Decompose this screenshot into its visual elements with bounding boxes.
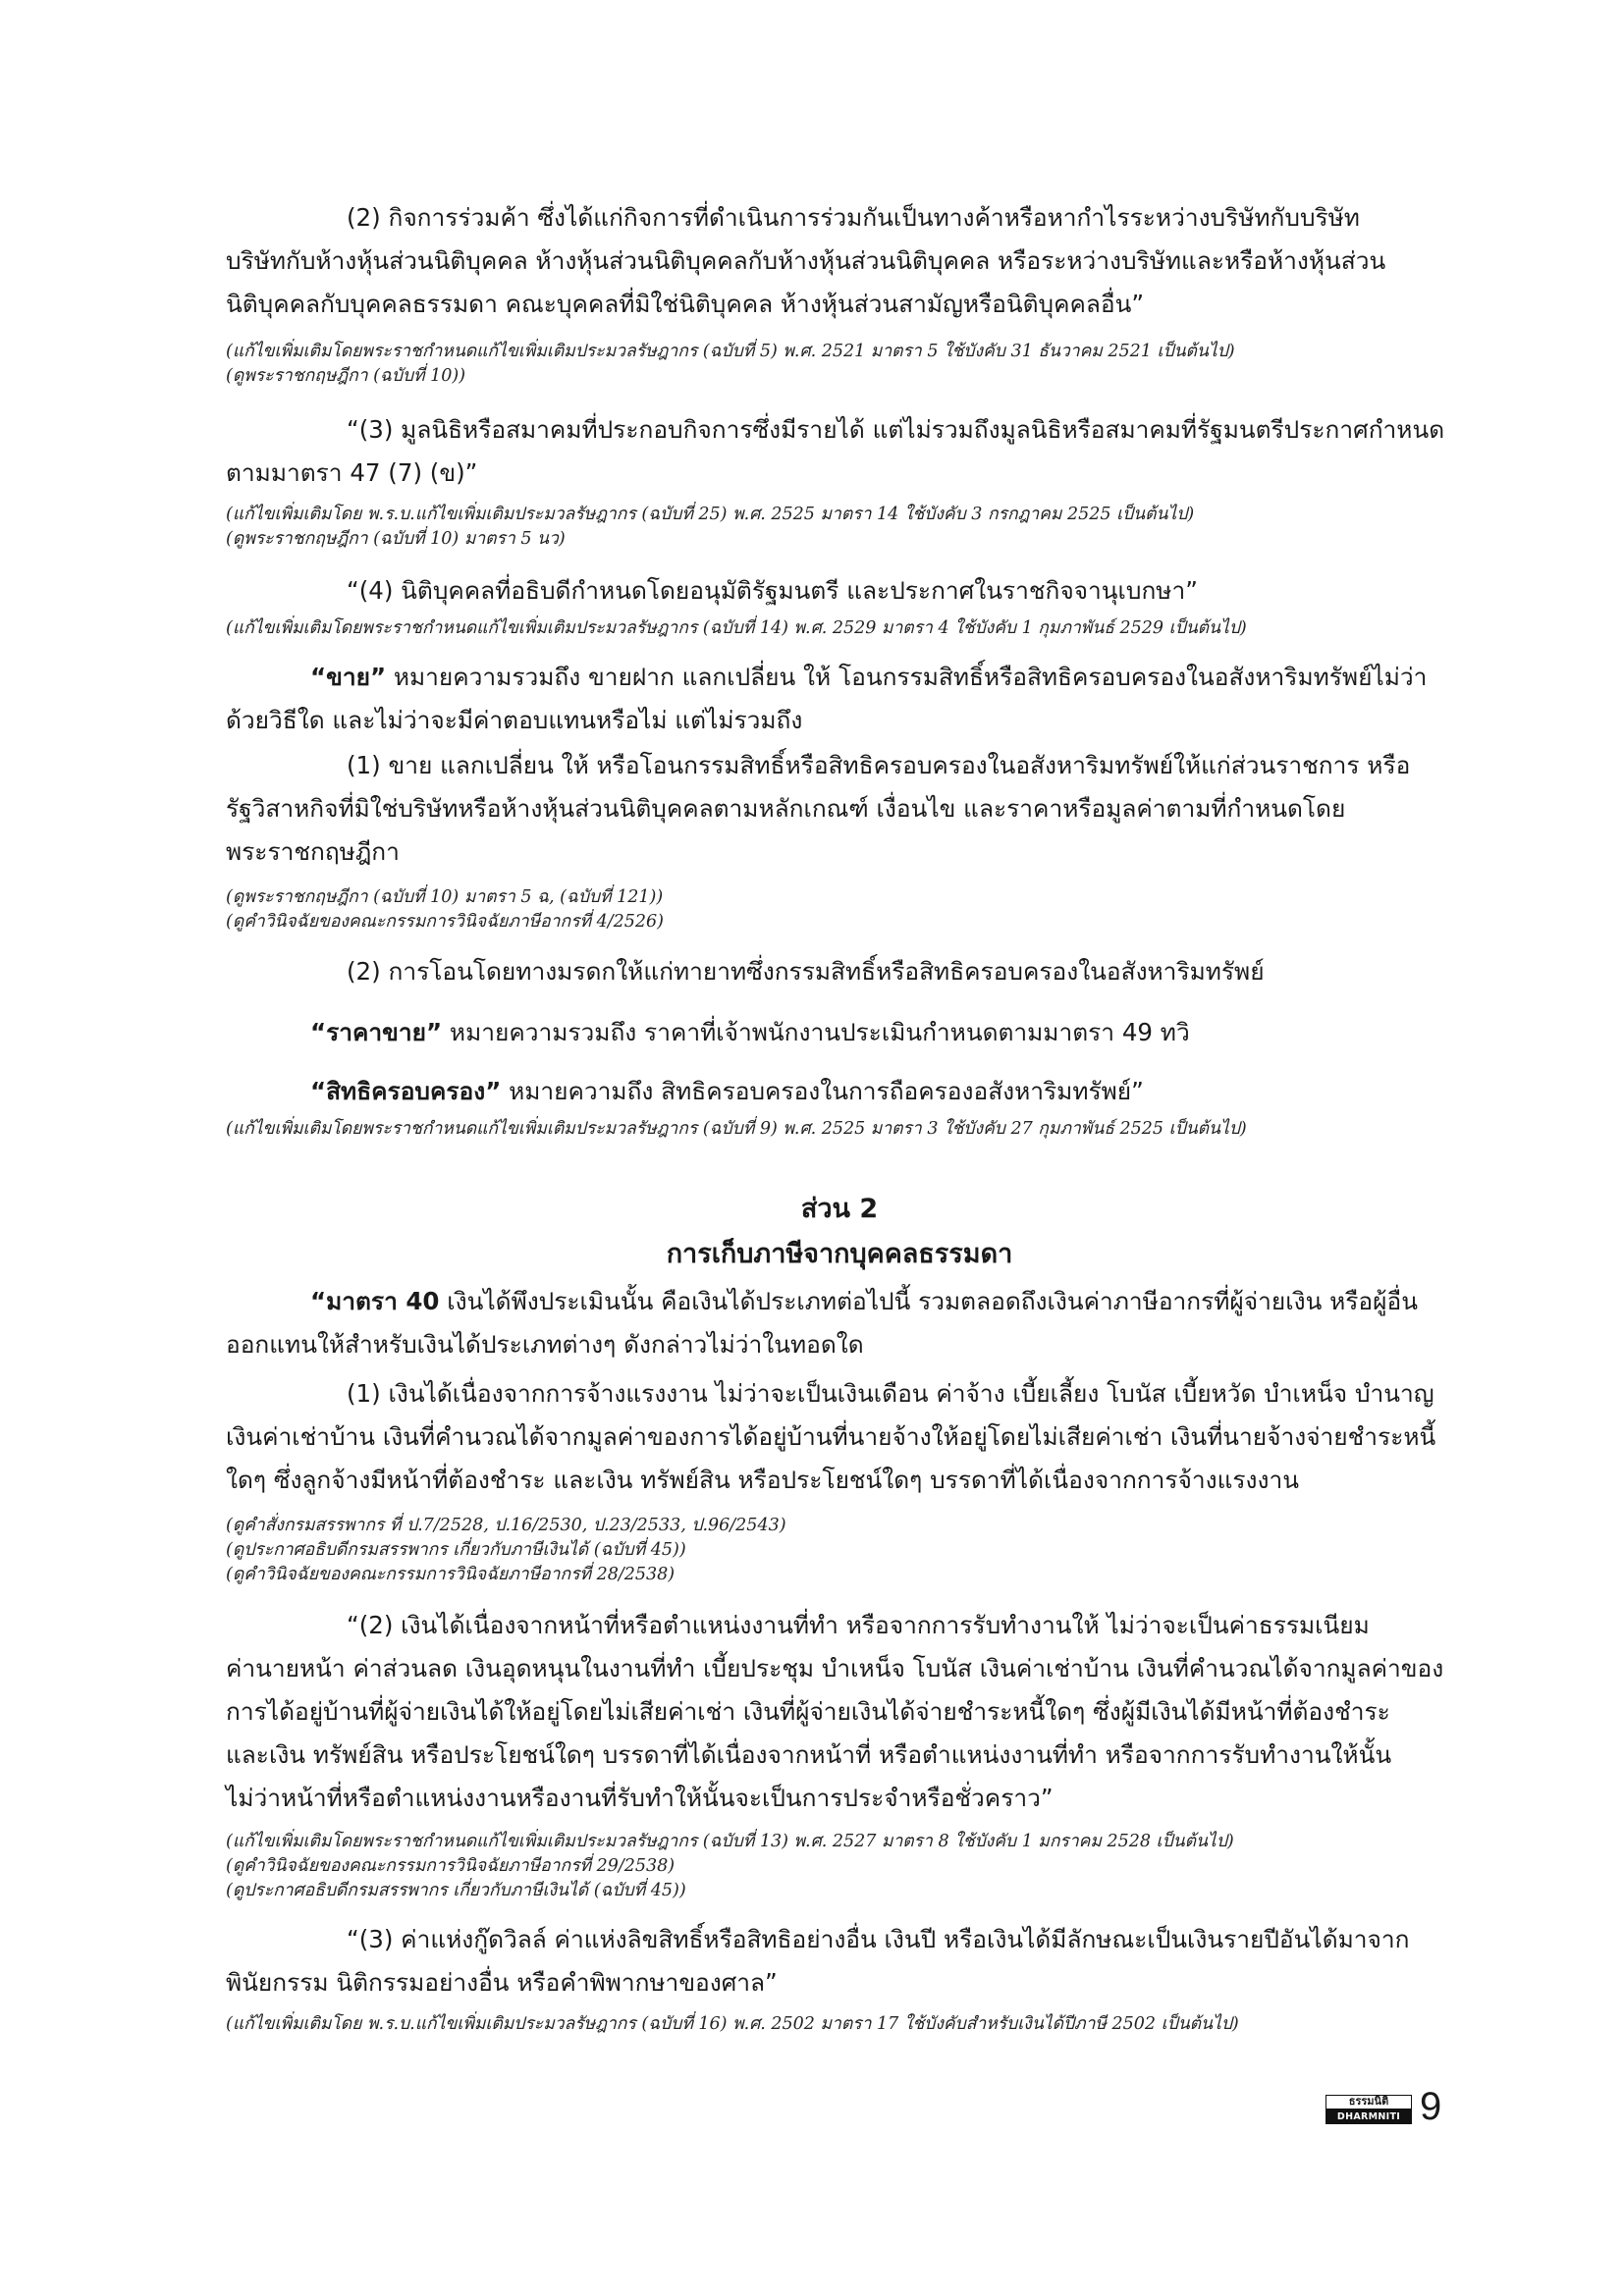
text-line: พินัยกรรม นิติกรรมอย่างอื่น หรือคำพิพากษาของศาล” (226, 1968, 778, 1997)
page-number: 9 (1420, 2085, 1442, 2128)
amendment-note (226, 1117, 1453, 1142)
dharmniti-logo (1325, 2095, 1412, 2124)
text-line: การได้อยู่บ้านที่ผู้จ่ายเงินได้ให้อยู่โดยไม่เสียค่าเช่า เงินที่ผู้จ่ายเงินได้จ่ายชำระหนี้ใดๆ ซึ่งผู้มีเงินได้มีหน้าที่ต้องชำระ (226, 1697, 1390, 1726)
text-line: ใดๆ ซึ่งลูกจ้างมีหน้าที่ต้องชำระ และเงิน ทรัพย์สิน หรือประโยชน์ใดๆ บรรดาที่ได้เนื่องจากการจ้างแรงงาน (226, 1466, 1299, 1494)
text-line: “(4) นิติบุคคลที่อธิบดีกำหนดโดยอนุมัติรัฐมนตรี และประกาศในราชกิจจานุเบกษา” (347, 576, 1198, 605)
defined-term: “ขาย” (310, 663, 387, 691)
text-line: หมายความรวมถึง ราคาที่เจ้าพนักงานประเมินกำหนดตามมาตรา 49 ทวิ (442, 1018, 1190, 1046)
note-line: (ดูพระราชกฤษฎีกา (ฉบับที่ 10) มาตรา 5 นว) (226, 529, 566, 549)
note-line: (ดูคำสั่งกรมสรรพากร ที่ ป.7/2528, ป.16/2530, ป.23/2533, ป.96/2543) (226, 1516, 786, 1535)
paragraph-employment-income (226, 1372, 1453, 1502)
text-line: (2) กิจการร่วมค้า ซึ่งได้แก่กิจการที่ดำเนินการร่วมกันเป็นทางค้าหรือหากำไรระหว่างบริษัทกับบริษัท (347, 203, 1360, 232)
definition-sale-price (226, 1011, 1453, 1054)
paragraph-position-income (226, 1604, 1453, 1820)
text-line: พระราชกฤษฎีกา (226, 837, 400, 866)
text-line: หมายความถึง สิทธิครอบครองในการถือครองอสังหาริมทรัพย์” (501, 1077, 1144, 1105)
text-line: ไม่ว่าหน้าที่หรือตำแหน่งงานหรืองานที่รับทำให้นั้นจะเป็นการประจำหรือชั่วคราว” (226, 1784, 1054, 1812)
text-line: เงินได้พึงประเมินนั้น คือเงินได้ประเภทต่อไปนี้ รวมตลอดถึงเงินค่าภาษีอากรที่ผู้จ่ายเงิน หรือผู้อื่น (439, 1287, 1418, 1315)
text-line: “(2) เงินได้เนื่องจากหน้าที่หรือตำแหน่งงานที่ทำ หรือจากการรับทำงานให้ ไม่ว่าจะเป็นค่าธรรมเนียม (347, 1611, 1370, 1639)
reference-note (226, 885, 1453, 934)
text-line: “(3) มูลนิธิหรือสมาคมที่ประกอบกิจการซึ่งมีรายได้ แต่ไม่รวมถึงมูลนิธิหรือสมาคมที่รัฐมนตรีประกาศกำหนด (347, 415, 1445, 444)
amendment-note (226, 2012, 1453, 2037)
logo-text-latin: DHARMNITI (1325, 2109, 1412, 2124)
text-line: “(3) ค่าแห่งกู๊ดวิลล์ ค่าแห่งลิขสิทธิ์หรือสิทธิอย่างอื่น เงินปี หรือเงินได้มีลักษณะเป็นเงินรายปีอันได้มาจาก (347, 1925, 1410, 1953)
section-subtitle: การเก็บภาษีจากบุคคลธรรมดา (666, 1239, 1013, 1269)
logo-text-thai: ธรรมนิติ (1325, 2095, 1412, 2109)
note-line: (แก้ไขเพิ่มเติมโดยพระราชกำหนดแก้ไขเพิ่มเติมประมวลรัษฎากร (ฉบับที่ 5) พ.ศ. 2521 มาตรา 5 ใช้บังคับ 31 ธันวาคม 2521 เป็นต้นไป) (226, 342, 1235, 361)
note-line: (ดูคำวินิจฉัยของคณะกรรมการวินิจฉัยภาษีอากรที่ 28/2538) (226, 1565, 676, 1584)
text-line: (1) ขาย แลกเปลี่ยน ให้ หรือโอนกรรมสิทธิ์หรือสิทธิครอบครองในอสังหาริมทรัพย์ให้แก่ส่วนราชการ หรือ (347, 751, 1411, 779)
text-line: ด้วยวิธีใด และไม่ว่าจะมีค่าตอบแทนหรือไม่ แต่ไม่รวมถึง (226, 706, 803, 734)
paragraph-sale-exception-1 (226, 744, 1453, 874)
paragraph-joint-venture (226, 196, 1453, 326)
text-line: และเงิน ทรัพย์สิน หรือประโยชน์ใดๆ บรรดาที่ได้เนื่องจากหน้าที่ หรือตำแหน่งงานที่ทำ หรือจากการรับทำงานให้นั้น (226, 1740, 1392, 1769)
note-line: (ดูพระราชกฤษฎีกา (ฉบับที่ 10) มาตรา 5 ฉ, (ฉบับที่ 121)) (226, 887, 664, 907)
paragraph-foundation (226, 408, 1453, 495)
note-line: (ดูประกาศอธิบดีกรมสรรพากร เกี่ยวกับภาษีเงินได้ (ฉบับที่ 45)) (226, 1881, 686, 1900)
text-line: ตามมาตรา 47 (7) (ข)” (226, 458, 478, 487)
note-line: (ดูคำวินิจฉัยของคณะกรรมการวินิจฉัยภาษีอากรที่ 4/2526) (226, 912, 664, 932)
note-line: (แก้ไขเพิ่มเติมโดยพระราชกำหนดแก้ไขเพิ่มเติมประมวลรัษฎากร (ฉบับที่ 14) พ.ศ. 2529 มาตรา 4 ใช้บังคับ 1 กุมภาพันธ์ 2529 เป็นต้นไป) (226, 618, 1247, 638)
text-line: หมายความรวมถึง ขายฝาก แลกเปลี่ยน ให้ โอนกรรมสิทธิ์หรือสิทธิครอบครองในอสังหาริมทรัพย์ไม่ว่า (386, 663, 1428, 691)
note-line: (ดูคำวินิจฉัยของคณะกรรมการวินิจฉัยภาษีอากรที่ 29/2538) (226, 1856, 676, 1876)
text-line: บริษัทกับห้างหุ้นส่วนนิติบุคคล ห้างหุ้นส่วนนิติบุคคลกับห้างหุ้นส่วนนิติบุคคล หรือระหว่างบริษัทและหรือห้างหุ้นส่วน (226, 246, 1386, 275)
defined-term: “สิทธิครอบครอง” (310, 1077, 502, 1105)
note-line: (แก้ไขเพิ่มเติมโดยพระราชกำหนดแก้ไขเพิ่มเติมประมวลรัษฎากร (ฉบับที่ 9) พ.ศ. 2525 มาตรา 3 ใช้บังคับ 27 กุมภาพันธ์ 2525 เป็นต้นไป) (226, 1119, 1247, 1139)
note-line: (ดูประกาศอธิบดีกรมสรรพากร เกี่ยวกับภาษีเงินได้ (ฉบับที่ 45)) (226, 1540, 686, 1560)
text-line: เงินค่าเช่าบ้าน เงินที่คำนวณได้จากมูลค่าของการได้อยู่บ้านที่นายจ้างให้อยู่โดยไม่เสียค่าเช่า เงินที่นายจ้างจ่ายชำระหนี้ (226, 1422, 1436, 1451)
paragraph-sale-exception-2 (226, 950, 1453, 993)
paragraph-juristic-person (226, 569, 1453, 613)
reference-note (226, 1514, 1453, 1587)
section-40-intro (226, 1280, 1453, 1366)
section-title: ส่วน 2 (800, 1194, 879, 1224)
text-line: รัฐวิสาหกิจที่มิใช่บริษัทหรือห้างหุ้นส่วนนิติบุคคลตามหลักเกณฑ์ เงื่อนไข และราคาหรือมูลค่าตามที่กำหนดโดย (226, 794, 1346, 823)
note-line: (ดูพระราชกฤษฎีกา (ฉบับที่ 10)) (226, 366, 466, 386)
defined-term: “ราคาขาย” (310, 1018, 443, 1046)
text-line: (1) เงินได้เนื่องจากการจ้างแรงงาน ไม่ว่าจะเป็นเงินเดือน ค่าจ้าง เบี้ยเลี้ยง โบนัส เบี้ยหวัด บำเหน็จ บำนาญ (347, 1379, 1434, 1408)
note-line: (แก้ไขเพิ่มเติมโดย พ.ร.บ.แก้ไขเพิ่มเติมประมวลรัษฎากร (ฉบับที่ 16) พ.ศ. 2502 มาตรา 17 ใช้บังคับสำหรับเงินได้ปีภาษี 2502 เป็นต้นไป) (226, 2014, 1239, 2034)
text-line: นิติบุคคลกับบุคคลธรรมดา คณะบุคคลที่มิใช่นิติบุคคล ห้างหุ้นส่วนสามัญหรือนิติบุคคลอื่น” (226, 290, 1145, 318)
note-line: (แก้ไขเพิ่มเติมโดย พ.ร.บ.แก้ไขเพิ่มเติมประมวลรัษฎากร (ฉบับที่ 25) พ.ศ. 2525 มาตรา 14 ใช้บังคับ 3 กรกฎาคม 2525 เป็นต้นไป) (226, 505, 1195, 524)
amendment-note (226, 340, 1453, 389)
text-line: ออกแทนให้สำหรับเงินได้ประเภทต่างๆ ดังกล่าวไม่ว่าในทอดใด (226, 1330, 864, 1359)
amendment-note (226, 616, 1453, 641)
note-line: (แก้ไขเพิ่มเติมโดยพระราชกำหนดแก้ไขเพิ่มเติมประมวลรัษฎากร (ฉบับที่ 13) พ.ศ. 2527 มาตรา 8 ใช้บังคับ 1 มกราคม 2528 เป็นต้นไป) (226, 1832, 1234, 1851)
text-line: (2) การโอนโดยทางมรดกให้แก่ทายาทซึ่งกรรมสิทธิ์หรือสิทธิครอบครองในอสังหาริมทรัพย์ (347, 957, 1265, 986)
definition-sale (226, 656, 1453, 742)
text-line: ค่านายหน้า ค่าส่วนลด เงินอุดหนุนในงานที่ทำ เบี้ยประชุม บำเหน็จ โบนัส เงินค่าเช่าบ้าน เงินที่คำนวณได้จากมูลค่าของ (226, 1654, 1444, 1682)
amendment-note (226, 1830, 1453, 1903)
defined-term: “มาตรา 40 (310, 1287, 440, 1315)
paragraph-goodwill-income (226, 1918, 1453, 2004)
definition-possessory-right (226, 1070, 1453, 1113)
amendment-note (226, 503, 1453, 552)
